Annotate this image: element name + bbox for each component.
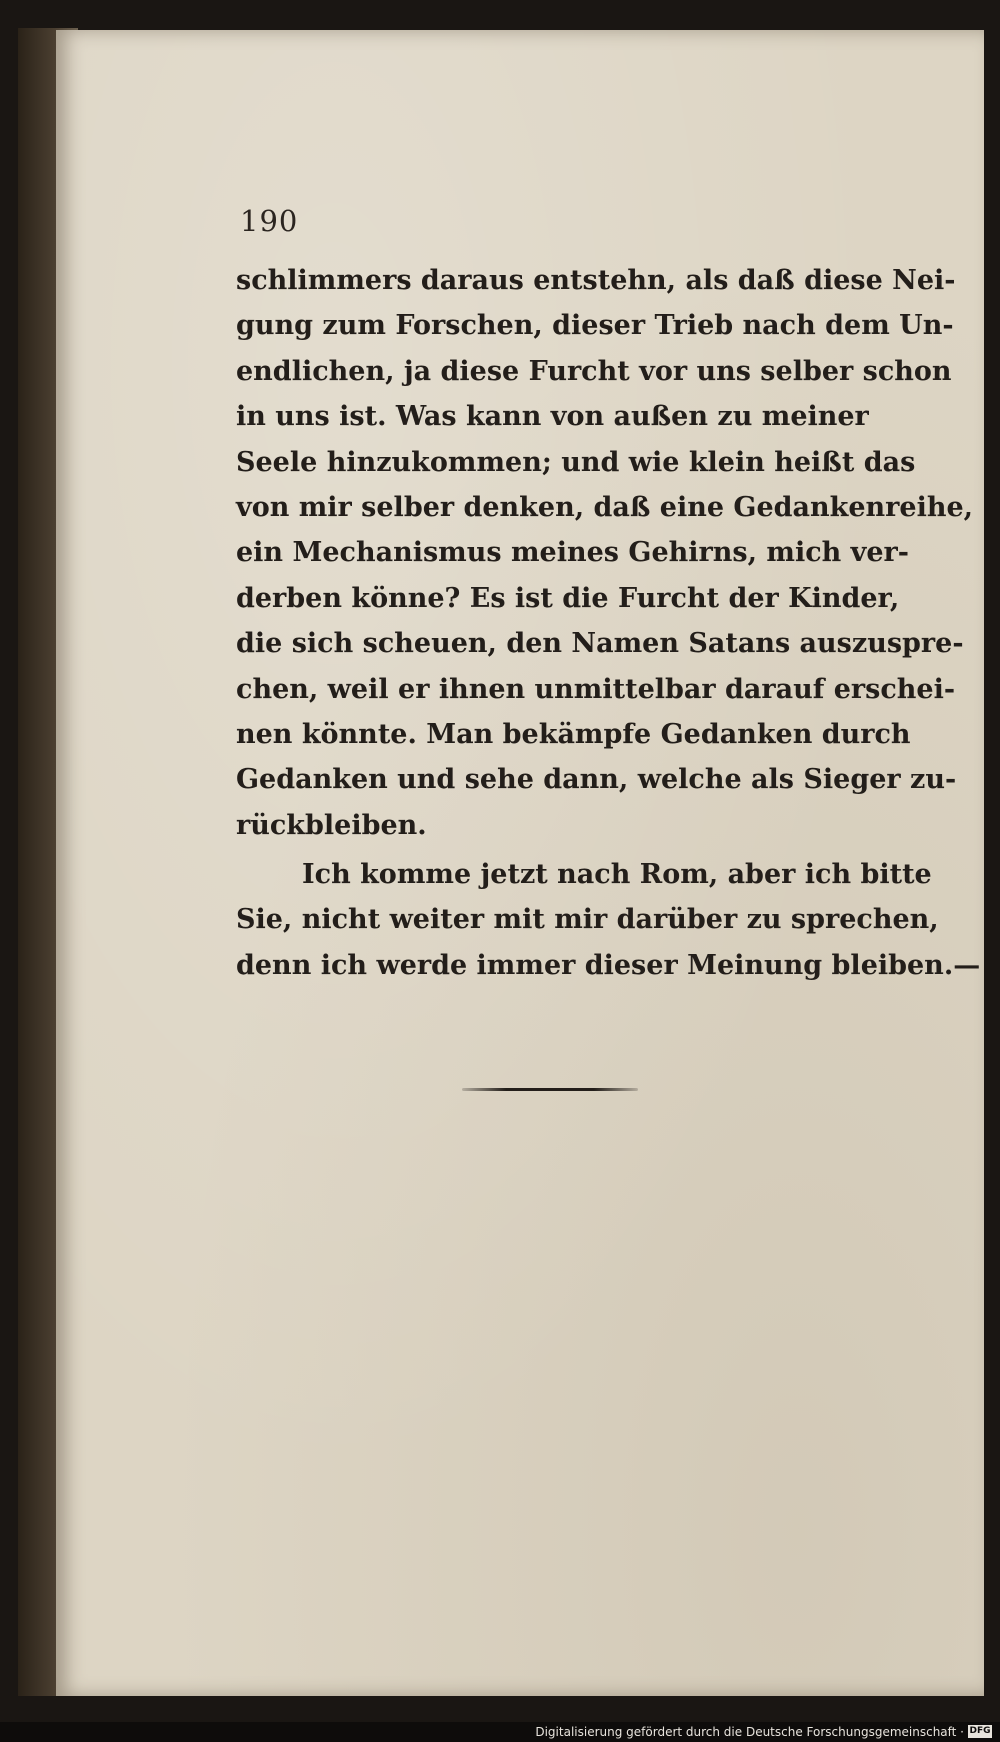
footer-credit: Digitalisierung gefördert durch die Deutsche Forschungsgemeinschaft · (535, 1725, 964, 1739)
text-line: Ich komme jetzt nach Rom, aber ich bitte (302, 859, 932, 891)
text-line: ein Mechanismus meines Gehirns, mich ver- (236, 537, 909, 569)
text-line: Gedanken und sehe dann, welche als Sieger zu- (236, 764, 957, 796)
text-line: denn ich werde immer dieser Meinung bleiben.— (236, 949, 981, 981)
text-line: gung zum Forschen, dieser Trieb nach dem Un- (236, 310, 954, 342)
text-line: endlichen, ja diese Furcht vor uns selber schon (236, 355, 952, 387)
end-of-chapter-rule (462, 1088, 638, 1091)
text-line: die sich scheuen, den Namen Satans auszuspre- (236, 628, 964, 660)
text-line: schlimmers daraus entstehn, als daß diese Nei- (236, 265, 956, 296)
text-line: nen könnte. Man bekämpfe Gedanken durch (236, 718, 911, 750)
page-text (236, 258, 981, 988)
text-line: Seele hinzukommen; und wie klein heißt das (236, 446, 916, 478)
text-line: Sie, nicht weiter mit mir darüber zu sprechen, (236, 904, 939, 936)
dfg-logo: DFG (969, 1726, 991, 1736)
page-number: 190 (240, 204, 299, 238)
text-line: chen, weil er ihnen unmittelbar darauf erschei- (236, 673, 956, 705)
text-line: in uns ist. Was kann von außen zu meiner (236, 401, 869, 433)
text-line: rückbleiben. (236, 809, 427, 841)
text-line: derben könne? Es ist die Furcht der Kinder, (236, 582, 900, 614)
text-line: von mir selber denken, daß eine Gedankenreihe, (236, 491, 974, 523)
